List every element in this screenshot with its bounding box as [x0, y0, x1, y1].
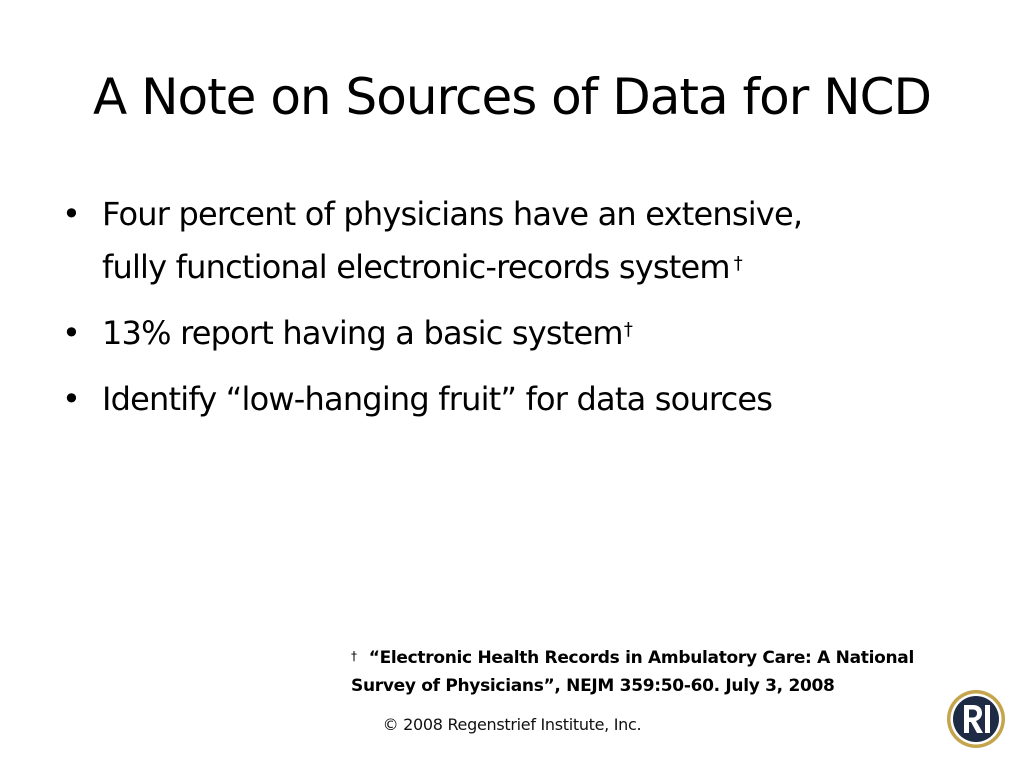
bullet-item-1	[58, 188, 978, 294]
bullet-1-line-2: fully functional electronic-records system	[102, 248, 730, 286]
slide-title: A Note on Sources of Data for NCD	[92, 68, 932, 126]
bullet-2-text: 13% report having a basic system	[102, 314, 623, 352]
bullet-list	[58, 188, 978, 439]
footnote-line-1: “Electronic Health Records in Ambulatory Care: A National	[368, 648, 914, 668]
footnote	[351, 644, 1001, 700]
bullet-dot: •	[62, 195, 81, 233]
bullet-item-3	[58, 373, 978, 426]
dagger-marker: †	[733, 253, 742, 274]
bullet-1-line-1: Four percent of physicians have an extensive,	[102, 195, 803, 233]
footnote-dagger: †	[351, 649, 357, 663]
regenstrief-logo-icon	[946, 689, 1006, 749]
copyright-text: © 2008 Regenstrief Institute, Inc.	[382, 715, 642, 734]
bullet-3-text: Identify “low-hanging fruit” for data sources	[102, 380, 773, 418]
bullet-item-2	[58, 307, 978, 360]
dagger-marker: †	[623, 319, 633, 340]
bullet-dot: •	[62, 380, 81, 418]
bullet-dot: •	[62, 314, 81, 352]
footnote-line-2: Survey of Physicians”, NEJM 359:50-60. July 3, 2008	[351, 676, 835, 696]
